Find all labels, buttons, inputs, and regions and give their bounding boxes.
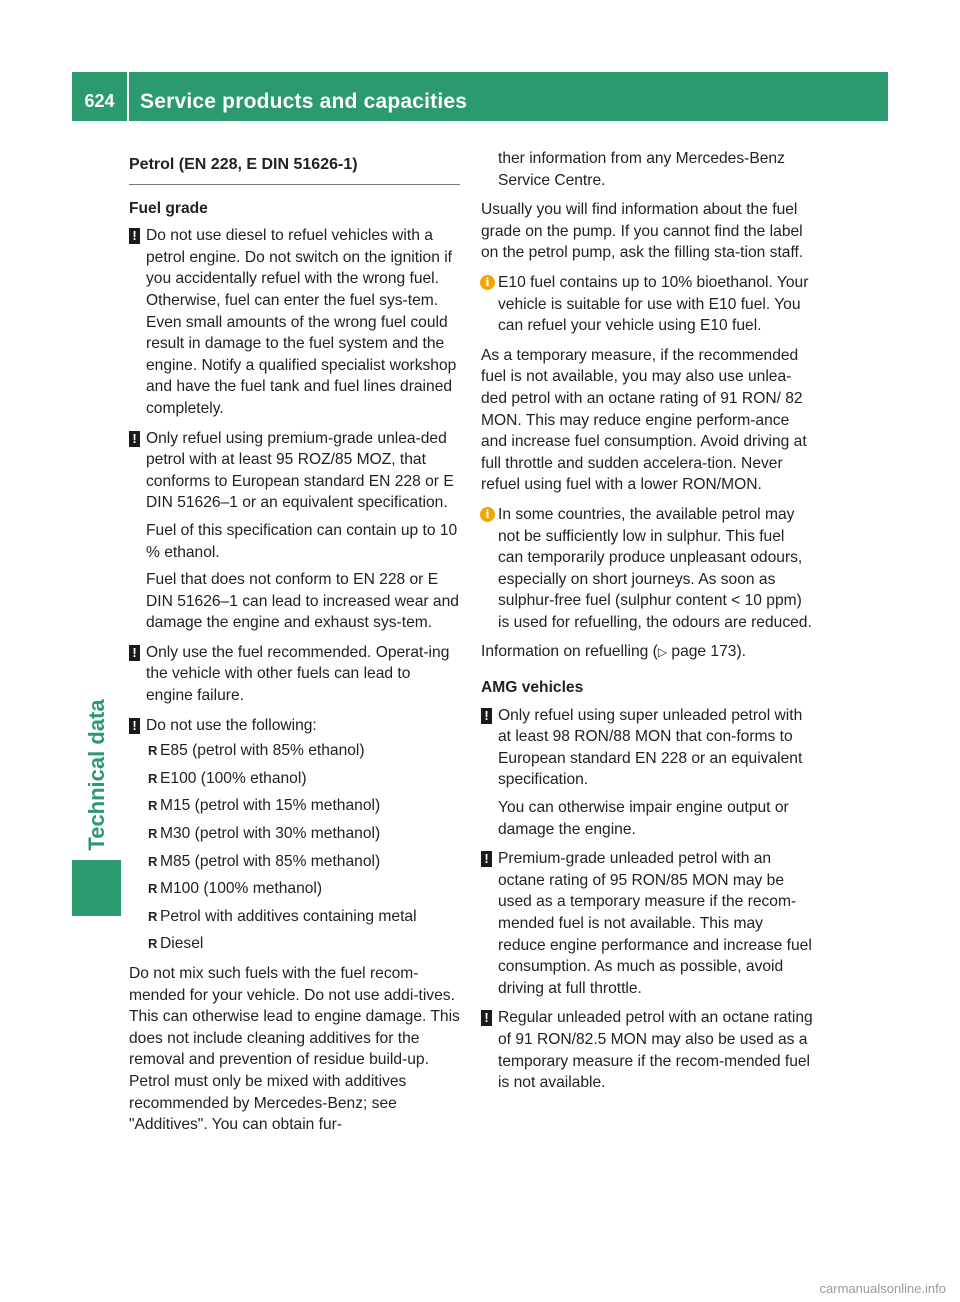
body-paragraph: As a temporary measure, if the recommended fuel is not available, you may also use unlea-ded petrol with an octane rating of 91 RON/ 82 MON. This may reduce engine perform-ance and increase fuel consumption. Avoid driving at full throttle and sudden accelera-tion. Never refuel using fuel with a lower RON/MON. (481, 346, 807, 494)
list-item: R M30 (petrol with 30% methanol) (148, 823, 460, 845)
left-column (129, 148, 460, 1144)
info-icon: i (480, 507, 495, 522)
warning-icon: ! (129, 228, 140, 244)
warning-note (129, 642, 460, 707)
warning-icon: ! (129, 431, 140, 447)
warning-text: Fuel that does not conform to EN 228 or E DIN 51626–1 can lead to increased wear and damage the engine and exhaust sys-tem. (146, 571, 459, 632)
list-item: R M85 (petrol with 85% methanol) (148, 851, 460, 873)
warning-note (481, 705, 813, 841)
list-item: R E85 (petrol with 85% ethanol) (148, 740, 460, 762)
list-item: R Petrol with additives containing metal (148, 906, 460, 928)
warning-text: Fuel of this specification can contain up to 10 % ethanol. (146, 521, 458, 561)
header-divider (127, 72, 129, 121)
body-paragraph: Do not mix such fuels with the fuel recom-mended for your vehicle. Do not use addi-tives. This can otherwise lead to engine damage. This does not include cleaning additives for the removal and prevention of residue build-up. Petrol must only be mixed with additives recommended by Mercedes-Benz; see "Additives". You can obtain fur- (129, 965, 460, 1134)
warning-text: Only refuel using premium-grade unlea-ded petrol with at least 95 ROZ/85 MOZ, that conforms to European standard EN 228 or E DIN 51626–1 or an equivalent specification. (146, 429, 454, 512)
info-icon: i (480, 275, 495, 290)
info-text: E10 fuel contains up to 10% bioethanol. Your vehicle is suitable for use with E10 fuel. You can refuel your vehicle using E10 fuel. (498, 273, 809, 335)
warning-text: Regular unleaded petrol with an octane rating of 91 RON/82.5 MON may also be used as a temporary measure if the recom-mended fuel is not available. (498, 1009, 813, 1092)
warning-icon: ! (129, 645, 140, 661)
refuel-ref-text: Information on refuelling ( (481, 643, 658, 661)
body-paragraph: Usually you will find information about the fuel grade on the pump. If you cannot find the label on the petrol pump, ask the filling sta-tion staff. (481, 201, 804, 262)
list-item: R Diesel (148, 933, 460, 955)
warning-icon: ! (481, 1010, 492, 1026)
warning-note (481, 848, 813, 999)
info-note (481, 504, 813, 634)
warning-note (129, 715, 460, 737)
warning-text: Premium-grade unleaded petrol with an octane rating of 95 RON/85 MON may be used as a temporary measure if the recom-mended fuel is not available. This may reduce engine performance and increase fuel consumption. As much as possible, avoid driving at full throttle. (498, 850, 812, 997)
warning-text: Only refuel using super unleaded petrol with at least 98 RON/88 MON that con-forms to European standard EN 228 or an equivalent specification. (498, 706, 803, 789)
warning-icon: ! (481, 708, 492, 724)
list-item: R M15 (petrol with 15% methanol) (148, 795, 460, 817)
warning-note (129, 428, 460, 634)
section-title: Petrol (EN 228, E DIN 51626-1) (129, 154, 460, 185)
page-ref-link[interactable]: page 173). (671, 643, 746, 661)
refuel-reference (481, 641, 813, 664)
warning-text: Do not use the following: (146, 716, 317, 734)
right-column (481, 148, 813, 1102)
page-ref-arrow-icon: ▷ (657, 645, 668, 660)
side-tab-text: Technical data (83, 699, 109, 851)
warning-text: You can otherwise impair engine output or damage the engine. (498, 799, 789, 838)
info-note (481, 272, 813, 337)
page-title: Service products and capacities (140, 90, 468, 113)
warning-text: Only use the fuel recommended. Operat-ing the vehicle with other fuels can lead to engine failure. (146, 643, 450, 705)
warning-text: Do not use diesel to refuel vehicles with a petrol engine. Do not switch on the ignition if you accidentally refuel with the wrong fuel. Otherwise, fuel can enter the fuel sys-tem. Even small amounts of the wrong fuel could result in damage to the fuel system and the engine. Notify a qualified specialist workshop and have the fuel tank and fuel lines drained completely. (146, 227, 457, 417)
side-tab-marker (72, 860, 121, 916)
list-item: R M100 (100% methanol) (148, 878, 460, 900)
fuel-grade-heading: Fuel grade (129, 199, 208, 217)
warning-icon: ! (481, 851, 492, 867)
fuel-exclusion-list (129, 740, 460, 955)
body-paragraph: ther information from any Mercedes-Benz Service Centre. (498, 150, 785, 189)
page-number: 624 (84, 91, 115, 111)
info-text: In some countries, the available petrol may not be sufficiently low in sulphur. This fuel can temporarily produce unpleasant odours, especially on short journeys. As soon as sulphur-free fuel (sulphur content < 10 ppm) is used for refuelling, the odours are reduced. (498, 505, 812, 631)
list-item: R E100 (100% ethanol) (148, 768, 460, 790)
warning-note (481, 1007, 813, 1093)
watermark: carmanualsonline.info (819, 1281, 946, 1296)
warning-note (129, 225, 460, 419)
warning-icon: ! (129, 718, 140, 734)
amg-heading: AMG vehicles (481, 679, 584, 697)
